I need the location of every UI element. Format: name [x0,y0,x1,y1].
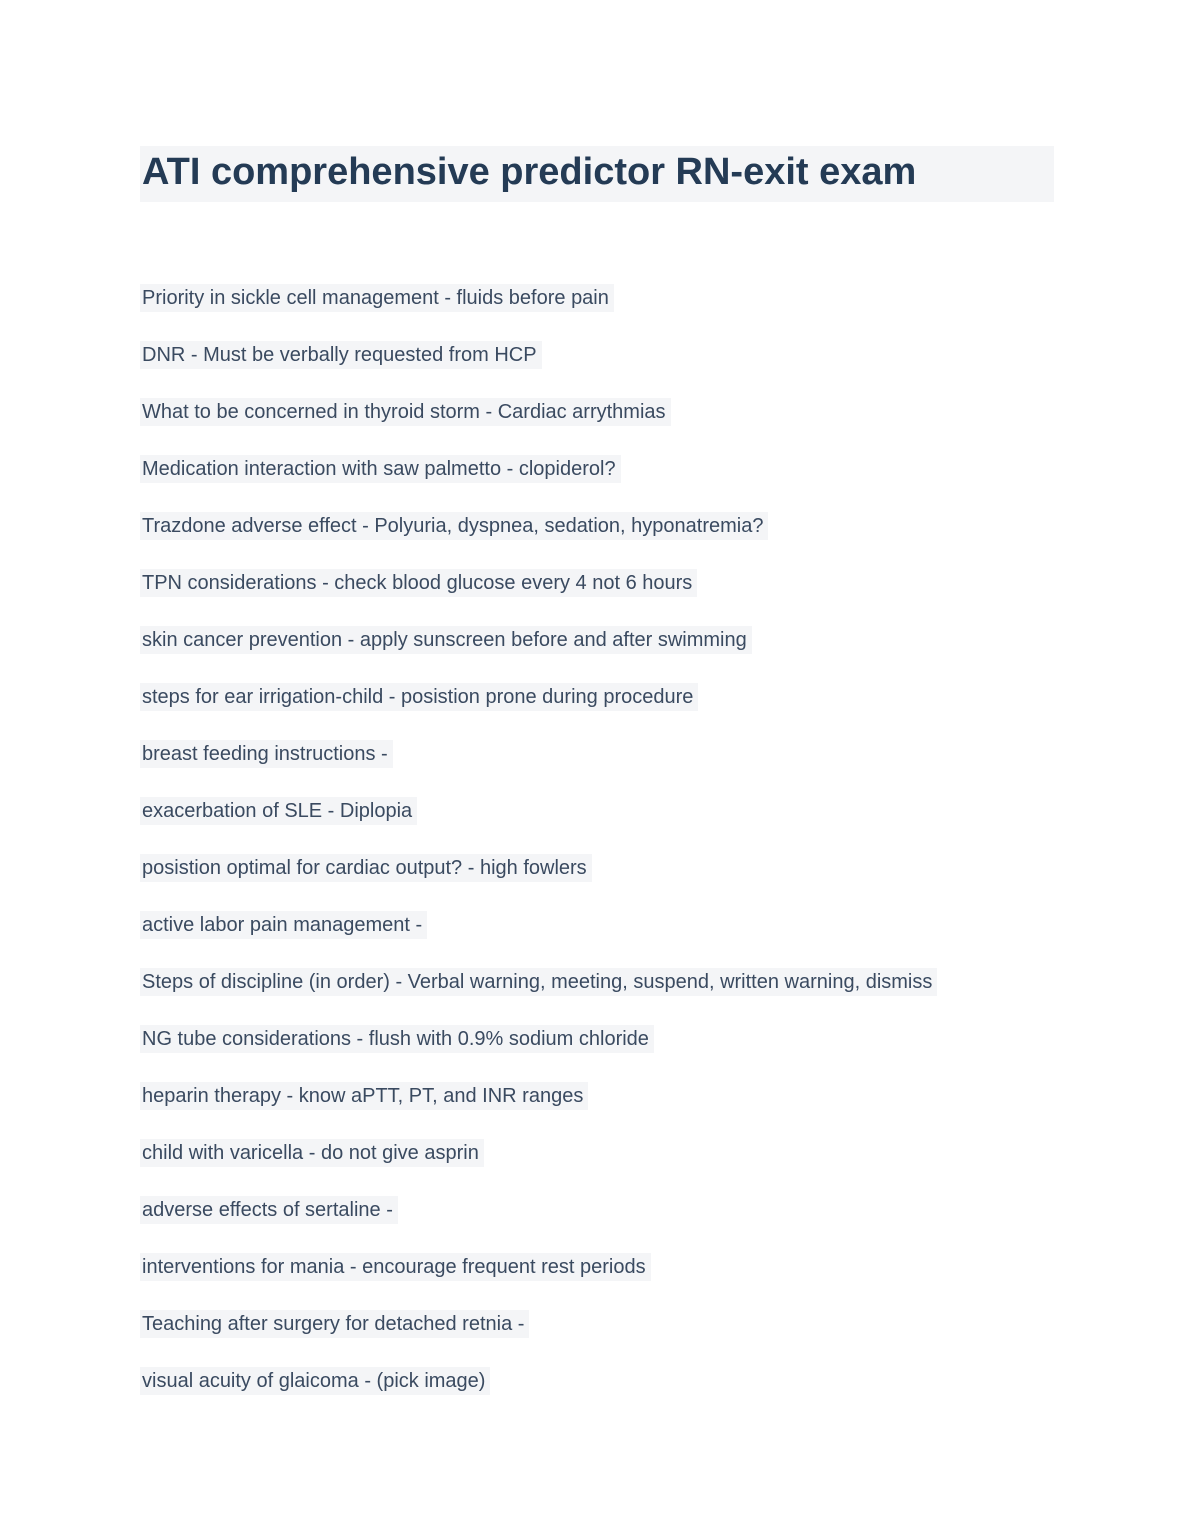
note-text: Medication interaction with saw palmetto - clopiderol? [140,455,621,483]
note-line [140,967,1120,997]
note-text: DNR - Must be verbally requested from HCP [140,341,542,369]
note-line [140,511,1120,541]
title-block [140,146,1054,202]
note-text: visual acuity of glaicoma - (pick image) [140,1367,490,1395]
note-text: active labor pain management - [140,911,427,939]
note-line [140,283,1120,313]
note-line [140,853,1120,883]
note-line [140,682,1120,712]
note-text: heparin therapy - know aPTT, PT, and INR ranges [140,1082,588,1110]
note-text: TPN considerations - check blood glucose every 4 not 6 hours [140,569,697,597]
note-line [140,1081,1120,1111]
note-text: exacerbation of SLE - Diplopia [140,797,417,825]
notes-list [140,283,1120,1423]
note-text: breast feeding instructions - [140,740,393,768]
note-line [140,1366,1120,1396]
note-text: What to be concerned in thyroid storm - Cardiac arrythmias [140,398,671,426]
note-line [140,1309,1120,1339]
note-text: Trazdone adverse effect - Polyuria, dyspnea, sedation, hyponatremia? [140,512,768,540]
note-line [140,397,1120,427]
note-line [140,454,1120,484]
note-line [140,1252,1120,1282]
note-text: skin cancer prevention - apply sunscreen before and after swimming [140,626,752,654]
note-text: Steps of discipline (in order) - Verbal warning, meeting, suspend, written warning, dismiss [140,968,937,996]
note-text: interventions for mania - encourage frequent rest periods [140,1253,651,1281]
note-text: Priority in sickle cell management - fluids before pain [140,284,614,312]
note-line [140,625,1120,655]
note-line [140,568,1120,598]
note-line [140,910,1120,940]
note-text: child with varicella - do not give asprin [140,1139,484,1167]
note-text: posistion optimal for cardiac output? - high fowlers [140,854,592,882]
note-line [140,1024,1120,1054]
note-text: Teaching after surgery for detached retnia - [140,1310,529,1338]
note-line [140,340,1120,370]
note-line [140,1195,1120,1225]
page-title: ATI comprehensive predictor RN-exit exam [140,146,1054,202]
note-line [140,796,1120,826]
note-text: adverse effects of sertaline - [140,1196,398,1224]
note-text: NG tube considerations - flush with 0.9% sodium chloride [140,1025,654,1053]
note-line [140,739,1120,769]
note-text: steps for ear irrigation-child - posistion prone during procedure [140,683,698,711]
note-line [140,1138,1120,1168]
